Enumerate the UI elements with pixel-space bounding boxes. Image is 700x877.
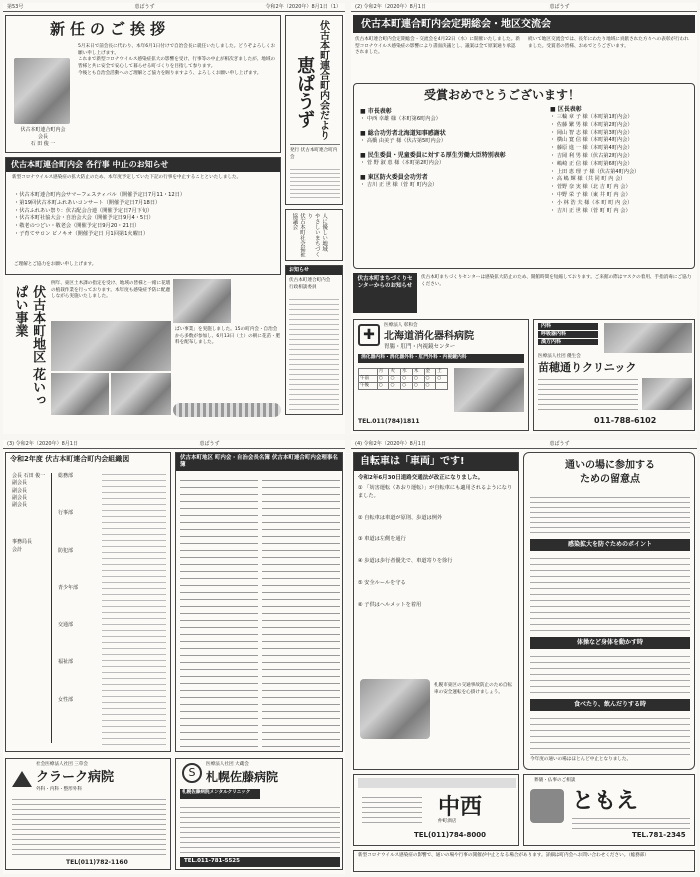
ward-award-list [550, 114, 690, 215]
clinic-hours [538, 378, 638, 410]
sato-hospital-ad [175, 758, 343, 870]
flower-photo-1 [173, 279, 231, 323]
award-item: ・ 菅野 奈 実 様（北 吉 町 内 会） [550, 184, 631, 191]
cancel-notice-intro: 新型コロナウイルス感染症の拡大防止のため、本年度予定していた下記の行事を中止することといたしました。 [12, 175, 242, 180]
tomoe-name: ともえ [572, 788, 639, 814]
page-date: 令和2年（2020年）8月1日（1） [265, 4, 341, 10]
assembly-body: 伏古本町連合町内会定期総会・交流会を4月22日（水）に開催いたしました。新型コロナウイルス感染症の影響により書面決議とし、議案は全て原案通り承認されました。 続いて地区交流会では、長年にわたり地域に貢献された方々への表彰が行われました。受賞者の皆様、おめでとうございます。 [355, 37, 689, 56]
cancel-notice-footer: ご理解とご協力をお願い申し上げます。 [14, 262, 97, 267]
sato-logo-icon: S [182, 763, 202, 783]
page-header [3, 440, 345, 449]
page-header [3, 3, 345, 12]
sato-info [180, 803, 340, 853]
nakanishi-phone: TEL(011)784-8000 [414, 831, 487, 839]
sato-type: 医療法人社団 大蔵会 [206, 762, 249, 767]
chairman-photo [14, 58, 70, 124]
greeting-title: 新任のご挨拶 [50, 20, 171, 38]
issuer-details [290, 166, 340, 198]
awards-right [550, 106, 690, 215]
bicycle-lead: 令和2年6月30日道路交通法が改正になりました。 [358, 475, 484, 481]
award-item: ・ 高 嶋 輝 様（共 同 町 内 会） [550, 176, 626, 183]
clark-name: クラーク病院 [36, 770, 115, 785]
bicycle-footer: 札幌市東区の交通事故防止のため自転車の安全運転を心掛けましょう。 [434, 683, 513, 695]
welfare-box [285, 209, 343, 261]
tomoe-phone: TEL.781-2345 [632, 831, 686, 839]
hospital1-name: 北海道消化器科病院 [384, 331, 474, 342]
event-item: ・伏古本町社協大会・自治会大会（開催予定日9月4・5日） [14, 215, 154, 222]
bicycle-rules [358, 485, 516, 624]
cancel-notice-title: 伏古本町連合町内会 各行事 中止のお知らせ [6, 158, 280, 172]
roster-left [180, 475, 258, 747]
greeting-box [5, 15, 281, 153]
bicycle-illustration [360, 679, 430, 739]
roster-right [262, 475, 340, 747]
page-date: (3) 令和2年（2020年）8月1日 [7, 441, 78, 447]
event-item: ・子育てサロン ピノキオ（開催予定日 月1回第1火曜日） [14, 230, 149, 237]
org-chart-box [5, 452, 171, 752]
clinic-phone: 011-788-6102 [594, 416, 657, 425]
award-group: ■ 民生委員・児童委員に対する厚生労働大臣特別表彰 ・ 菅 野 淑 恵 様（本町第2町内会） [360, 152, 506, 167]
hospital1-map [454, 368, 524, 412]
hospital-cross-icon: ✚ [358, 324, 380, 346]
sidebar-label: お知らせ [286, 266, 342, 275]
rule-item: ⑥ 子供はヘルメットを着用 [358, 601, 422, 608]
award-group: ■ 総合功労者北海道知事感謝状 ・ 高橋 由美子 様（伏古第5町内会） [360, 130, 447, 145]
page-header [351, 440, 697, 449]
hospital1-sub: 胃腸・肛門・内視鏡センター [384, 344, 456, 350]
award-item: ・ 岡山 智 志 様（本町第3町内会） [550, 129, 633, 136]
page-4 [351, 440, 697, 874]
center-label: 伏古本町まちづくりセンターからのお知らせ [353, 273, 417, 313]
event-item: ・伏古ふれあい祭り：伏古配会合連（開催予定日7月下旬） [14, 207, 153, 214]
hospital-ad-1 [353, 319, 529, 431]
awards-title: 受賞おめでとうございます！ [424, 88, 581, 102]
clinic-name: 苗穂通りクリニック [538, 361, 637, 374]
meeting-box [523, 452, 695, 770]
greeting-body: 5月末日で前会長に代わり、本年6月1日付けで自治会長に就任いたしました。どうぞよろしくお願い申し上げます。 これまで新型コロナウイルス感染症拡大の影響を受け、行事等の中止が相次ぎましたが、地域の皆様と共に安全で安心して暮らせる町づくりを目指して参ります。 今後とも自治会活動へのご理解とご協力を賜りますよう、よろしくお願い申し上げます。 [78, 44, 276, 76]
bottom-notice: 新型コロナウイルス感染症の影響で、通いの場や行事の開催が中止となる場合があります。詳細は町内会へお問い合わせください。（総務部） [353, 850, 695, 872]
cancelled-events-list [14, 192, 278, 239]
event-item: ・第19回伏古本町ふれあいコンサート（開催予定日7月18日） [14, 199, 161, 206]
hospital1-hours-table: 月 火 水 木 金 土 午前 ○ ○ ○ ○ ○ ○ 午後 ○ ○ ○ ○ ○ [358, 368, 448, 390]
award-item: ・ 吉岡 利 男 様（伏古第2町内会） [550, 153, 633, 160]
rule-item: ⑤ 安全ルールを守る [358, 579, 406, 586]
hospital1-type: 医療法人 彰和会 [384, 323, 418, 328]
issue-number: 第53号 [7, 4, 24, 10]
award-item: ・ 嶋崎 正 信 様（本町第6町内会） [550, 160, 633, 167]
sidebar-text: 伏古本町連合町内会 行政相談委員 [289, 278, 331, 290]
hospital-ad-2 [533, 319, 695, 431]
flower-body-2: ばい事業」を実施しました。15の町内会・自治会から多数が参加し、6月13日（土）の朝に花苗・肥料を配布しました。 [175, 327, 281, 346]
hospital1-phone: TEL.011(784)1811 [358, 418, 420, 425]
award-item: ・ 上田 恵 理 子 様（伏古第4町内会） [550, 168, 640, 175]
nakanishi-banner [358, 778, 516, 788]
meeting-title: 通いの場に参加する ための留意点 [565, 460, 655, 485]
rule-item: ② 自転車は車道が原則、歩道は例外 [358, 514, 443, 521]
clark-phone: TEL(011)782-1160 [66, 859, 128, 866]
flower-photo-3 [51, 373, 109, 415]
flower-title-column [5, 279, 49, 419]
nakanishi-ad [353, 774, 519, 846]
meeting-footer: 今年度の通いの場はほとんど中止となりました。 [530, 757, 632, 762]
assembly-title: 伏古本町連合町内会定期総会・地区交流会 [353, 15, 695, 33]
page-date: (2) 令和2年（2020年）8月1日 [355, 4, 426, 10]
page-date: (4) 令和2年（2020年）8月1日 [355, 441, 426, 447]
award-group: ■ 東区防火委員会功労者 ・ 吉川 正 世 様（菅 町 町内会） [360, 174, 438, 189]
org-departments: 総務部 行事部 防犯部 青少年部 交通部 福祉部 女性部 [58, 473, 79, 703]
roster-box [175, 452, 343, 752]
cancel-notice-box [5, 157, 281, 275]
flower-title: 伏古本町地区 花いっぱい事業 [12, 285, 46, 407]
page-1 [3, 3, 345, 434]
clark-sub: 外科・内科・整形外科 [36, 787, 82, 792]
award-item: ・ 小 林 浩 夫 様（本 町 町 内 会） [550, 199, 633, 206]
org-chart-title: 令和2年度 伏古本町連合町内会組織図 [10, 455, 130, 463]
paper-name: 恵ぱうず [134, 4, 155, 10]
flower-body: 例年、東区土木課の指定を受け、地域の皆様と一緒に花壇の植栽作業を行っております。本年度も感染症予防に配慮しながら実施いたしました。 [51, 281, 171, 300]
bicycle-title: 自転車は「車両」です! [354, 453, 518, 471]
clark-type: 社会医療法人社団 三草会 [36, 762, 88, 767]
rule-item: ③ 車道は左側を通行 [358, 536, 406, 543]
flower-photo-4 [111, 373, 171, 415]
org-executives: 会長 石田 俊一 副会長 副会長 副会長 副会長 事務局長 会計 [12, 473, 52, 743]
award-item: ・ 佐藤 繁 男 様（本町第2町内会） [550, 121, 633, 128]
page-3 [3, 440, 345, 874]
clark-hospital-ad [5, 758, 171, 870]
masthead [285, 15, 343, 205]
paper-name: 恵ぱうず [549, 4, 570, 10]
award-item: ・ 中野 栄 子 様（東 井 町 内 会） [550, 192, 631, 199]
nakanishi-name: 中西 [438, 794, 483, 820]
tomoe-logo-icon [530, 789, 564, 823]
sidebar-info [285, 265, 343, 415]
meeting-section-2: 体操など身体を動かす時 [530, 637, 690, 649]
paper-name: 恵ぱうず [549, 441, 570, 447]
clark-logo-icon [12, 771, 32, 787]
roster-title: 伏古本町地区 町内会・自治会長名簿 伏古本町連合町内会理事名簿 [176, 453, 342, 471]
clinic-type: 医療法人社団 優生会 [538, 354, 581, 359]
meeting-section-3: 食べたり、飲んだりする時 [530, 699, 690, 711]
clinic-map [642, 378, 692, 410]
masthead-vertical-title: 伏古本町連合町内会だより [317, 20, 329, 140]
sato-sub: 札幌佐藤病院メンタルクリニック [180, 789, 260, 799]
paper-name: 恵ぱうず [199, 441, 220, 447]
chairman-caption: 伏古本町連合町内会 会長 石 田 俊 一 [20, 127, 66, 147]
center-body: 伏古本町まちづくりセンターは感染拡大防止のため、開館時間を短縮しております。ご来館の際はマスクの着用、手指消毒にご協力ください。 [421, 275, 692, 287]
event-item: ・敬老のつどい・敬老会（開催予定日9月20・21日） [14, 223, 140, 230]
flower-photo-2 [51, 321, 171, 371]
masthead-logo: 恵ぱうず [294, 56, 316, 128]
sato-name: 札幌佐藤病院 [206, 770, 279, 784]
rule-item: ④ 歩道は歩行者優先で、車道寄りを徐行 [358, 558, 453, 565]
org-members [102, 473, 166, 745]
clinic-photo [604, 323, 692, 353]
page-2 [351, 3, 697, 434]
tomoe-ad [523, 774, 695, 846]
award-item: ・ 横山 寛 信 様（本町第4町内会） [550, 137, 633, 144]
rule-item: ① 「妨害運転（あおり運転）」が自転車にも適用されるようになりました。 [358, 485, 513, 499]
nakanishi-sub: 仲町酒店 [438, 819, 457, 824]
hospital1-departments: 消化器内科・消化器外科・肛門外科・内視鏡内科 [358, 354, 524, 363]
award-item: ・ 三輪 章 子 様（本町第1町内会） [550, 114, 633, 121]
clinic-departments: 内科 呼吸器内科 漢方内科 [538, 323, 598, 345]
event-item: ・伏古本町連合町内会サマーフェスティバル（開催予定日7月11・12日） [14, 192, 186, 198]
tomoe-sub: 葬儀・仏事のご相談 [534, 778, 576, 783]
award-group: ■ 市長表彰 ・ 中西 幸雄 様（本町第6町内会） [360, 108, 441, 123]
flower-decoration [173, 403, 281, 417]
page-header [351, 3, 697, 12]
ward-award-head: ■ 区長表彰 [550, 106, 582, 113]
welfare-text: 人に優しい地域 やさしいまちづくり 伏古本町社会福祉協議会 [291, 213, 328, 257]
sato-phone: TEL.011-781-5525 [180, 857, 340, 867]
issuer: 発行 伏古本町連合町内会 [290, 148, 338, 160]
award-item: ・ 吉川 正 世 様（菅 町 町 内 会） [550, 207, 631, 214]
clark-info [12, 797, 166, 855]
awards-box [353, 83, 695, 269]
award-item: ・ 藤原 進 一 様（本町第4町内会） [550, 145, 633, 152]
awards-left [360, 108, 540, 196]
bicycle-box [353, 452, 519, 770]
meeting-section-1: 感染拡大を防ぐためのポイント [530, 539, 690, 551]
